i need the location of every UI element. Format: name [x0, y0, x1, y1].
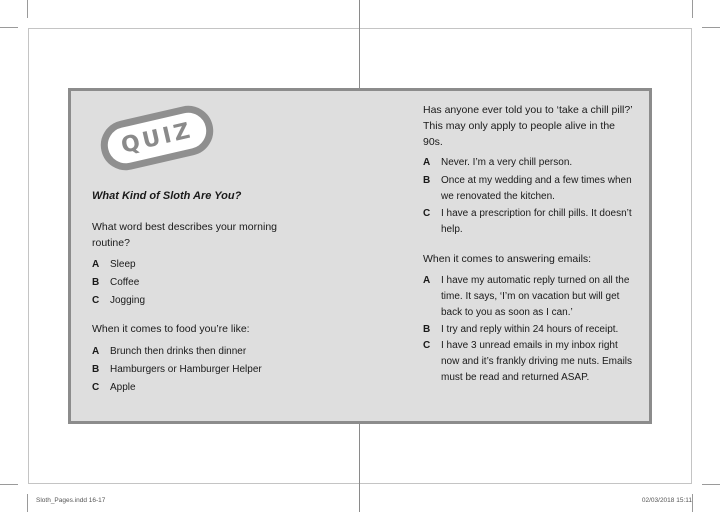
option-text: Coffee: [110, 277, 140, 288]
answer-option: [423, 322, 635, 338]
option-letter: A: [423, 275, 431, 286]
answer-option: [423, 155, 635, 171]
option-letter: C: [423, 340, 431, 351]
option-text: Hamburgers or Hamburger Helper: [110, 364, 262, 375]
answer-option: [423, 206, 635, 238]
answer-option: [92, 293, 332, 309]
option-letter: A: [423, 157, 431, 168]
footer-file-info: Sloth_Pages.indd 16-17: [36, 497, 106, 504]
question-text: When it comes to food you’re like:: [92, 323, 250, 335]
spine-line: [359, 0, 360, 88]
answer-option: [423, 173, 635, 205]
crop-mark: [702, 484, 720, 485]
option-text: I have 3 unread emails in my inbox right now and it’s frankly driving me nuts. Emails must be read and returned ASAP.: [441, 340, 633, 383]
option-letter: C: [92, 382, 100, 393]
crop-mark: [27, 0, 28, 18]
option-letter: B: [423, 175, 431, 186]
option-text: Apple: [110, 382, 136, 393]
option-letter: B: [92, 364, 100, 375]
option-letter: C: [92, 295, 100, 306]
answer-option: [92, 257, 332, 273]
option-text: Never. I’m a very chill person.: [441, 157, 573, 168]
answer-option: [423, 338, 635, 386]
question-text: What word best describes your morning routine?: [92, 221, 277, 249]
option-text: Once at my wedding and a few times when we renovated the kitchen.: [441, 175, 632, 202]
option-text: Brunch then drinks then dinner: [110, 346, 247, 357]
option-letter: B: [92, 277, 100, 288]
crop-mark: [27, 494, 28, 512]
crop-mark: [0, 27, 18, 28]
quiz-stamp-label: QUIZ: [118, 117, 196, 159]
crop-mark: [692, 0, 693, 18]
quiz-title: What Kind of Sloth Are You?: [92, 190, 242, 202]
answer-option: [92, 275, 332, 291]
answer-option: [92, 380, 342, 396]
option-text: I have a prescription for chill pills. It doesn’t help.: [441, 208, 632, 235]
option-letter: C: [423, 208, 431, 219]
option-text: I try and reply within 24 hours of receipt.: [441, 324, 619, 335]
footer-timestamp: 02/03/2018 15:11: [641, 497, 692, 504]
crop-mark: [0, 484, 18, 485]
answer-option: [92, 344, 342, 360]
question-text: Has anyone ever told you to ‘take a chill pill?’ This may only apply to people alive in the 90s.: [423, 104, 633, 148]
option-text: Sleep: [110, 259, 136, 270]
option-text: I have my automatic reply turned on all the time. It says, ‘I’m on vacation but will get back to you as soon as I can.’: [441, 275, 630, 318]
option-letter: A: [92, 346, 100, 357]
option-letter: B: [423, 324, 431, 335]
question-text: When it comes to answering emails:: [423, 253, 592, 265]
option-letter: A: [92, 259, 100, 270]
spine-line: [359, 424, 360, 512]
option-text: Jogging: [110, 295, 146, 306]
answer-option: [92, 362, 342, 378]
crop-mark: [702, 27, 720, 28]
answer-option: [423, 273, 635, 321]
crop-mark: [692, 494, 693, 512]
